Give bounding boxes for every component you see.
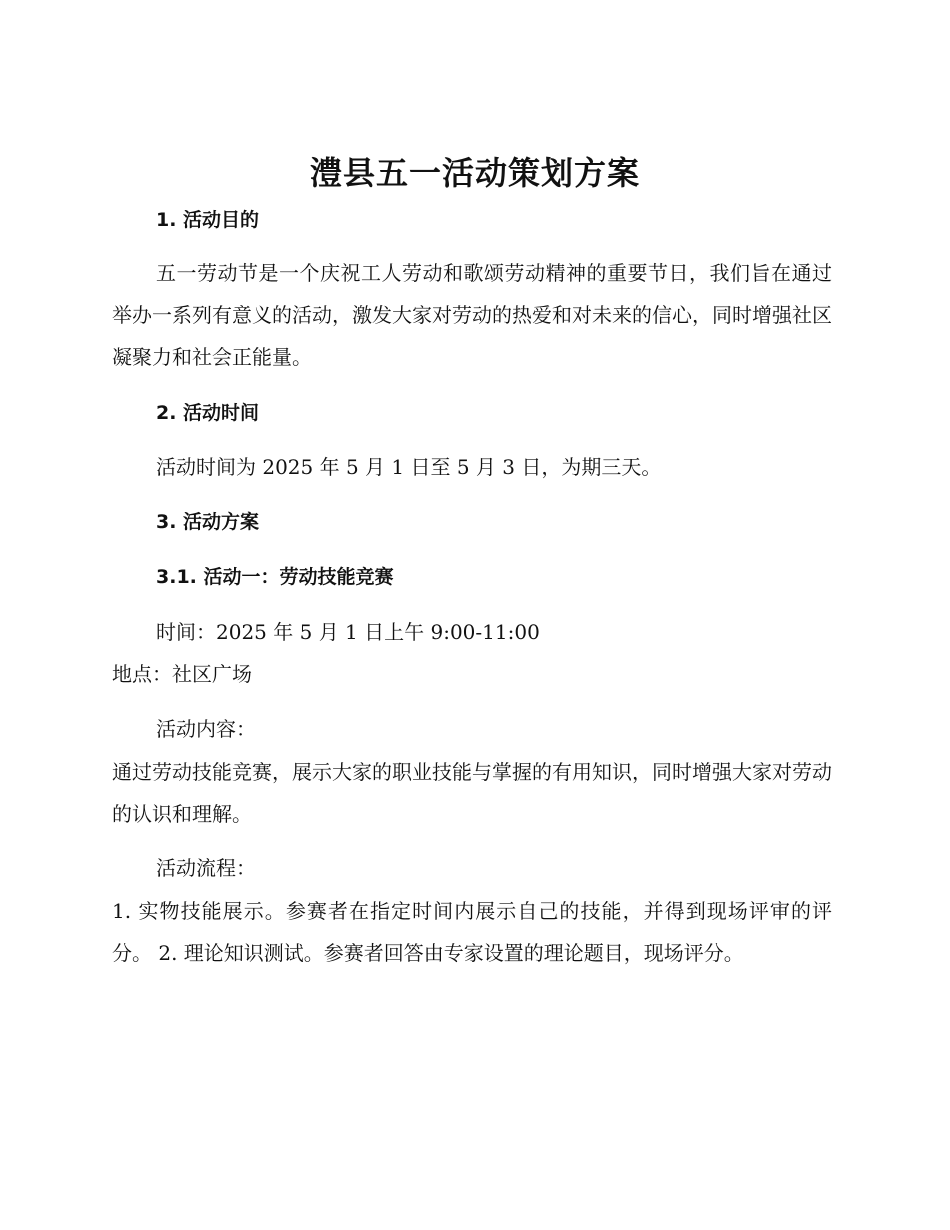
section-heading-plan: 3. 活动方案 xyxy=(156,511,260,533)
activity-content-text: 通过劳动技能竞赛，展示大家的职业技能与掌握的有用知识，同时增强大家对劳动的认识和理解。 xyxy=(112,760,832,826)
purpose-paragraph: 五一劳动节是一个庆祝工人劳动和歌颂劳动精神的重要节日，我们旨在通过举办一系列有意义的活动，激发大家对劳动的热爱和对未来的信心，同时增强社区凝聚力和社会正能量。 xyxy=(112,261,832,369)
activity-process-text: 1. 实物技能展示。参赛者在指定时间内展示自己的技能，并得到现场评审的评分。 2. 理论知识测试。参赛者回答由专家设置的理论题目，现场评分。 xyxy=(112,899,832,965)
activity-process-label: 活动流程： xyxy=(156,856,256,880)
subsection-heading-activity-one: 3.1. 活动一：劳动技能竞赛 xyxy=(156,566,394,588)
section-heading-purpose: 1. 活动目的 xyxy=(156,209,260,231)
time-paragraph: 活动时间为 2025 年 5 月 1 日至 5 月 3 日，为期三天。 xyxy=(156,455,662,479)
document-title: 澧县五一活动策划方案 xyxy=(309,154,640,192)
section-heading-time: 2. 活动时间 xyxy=(156,402,260,424)
activity-content-label: 活动内容： xyxy=(156,717,256,741)
activity-time: 时间：2025 年 5 月 1 日上午 9:00-11:00 xyxy=(156,620,540,644)
activity-location: 地点：社区广场 xyxy=(112,662,252,686)
